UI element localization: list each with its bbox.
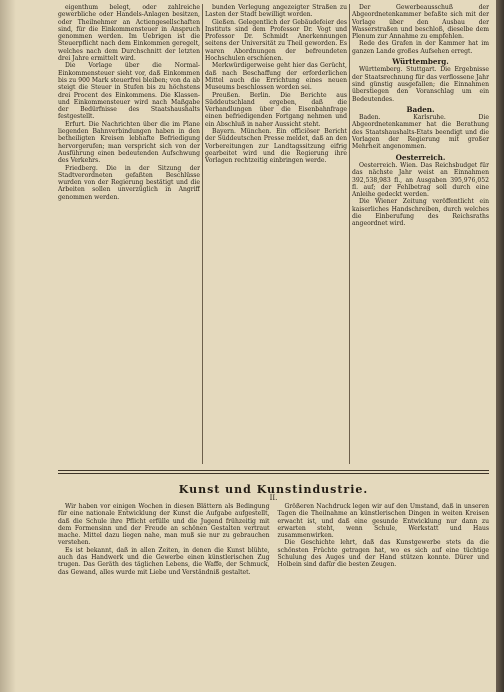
article-part-number: II. [269,494,278,502]
paragraph: Die Wiener Zeitung veröffentlicht ein kaiserliches Handschreiben, durch welches die Einberufung des Reichsraths angeordnet wird. [352,198,489,228]
paragraph: Oesterreich. Wien. Das Reichsbudget für das nächste Jahr weist an Einnahmen 392,538,983 fl., an Ausgaben 395,976,052 fl. auf; der Fehlbetrag soll durch eine Anleihe gedeckt werden. [352,161,489,199]
column-left [58,4,200,466]
section-rule [58,470,489,471]
paragraph: eigenthum belegt, oder zahlreiche gewerbliche oder Handels-Anlagen besitzen, oder Theilnehmer an Actiengesellschaften sind, für die Einkommensteuer in Anspruch genommen werden. Im Uebrigen ist die Steuerpflicht nach dem Einkommen geregelt, welches nach dem Durchschnitt der letzten drei Jahre ermittelt wird. [58,4,200,63]
paragraph: Es ist bekannt, daß in allen Zeiten, in denen die Kunst blühte, auch das Handwerk und die Gewerbe einen künstlerischen Zug trugen. Das Geräth des täglichen Lebens, die Waffe, der Schmuck, das Gewand, alles wurde mit Liebe und Verständniß gestaltet. [58,546,270,576]
section-rule [58,473,489,474]
section-heading: Baden. [406,104,435,114]
paragraph: Größeren Nachdruck legen wir auf den Umstand, daß in unseren Tagen die Theilnahme an künstlerischen Dingen in weiten Kreisen erwacht ist, und daß eine gesunde Entwicklung nur dann zu erwarten steht, wenn Schule, Werkstatt und Haus zusammenwirken. [277,503,489,540]
article-header [58,478,489,494]
paragraph: Wir haben vor einigen Wochen in diesen Blättern als Bedingung für eine nationale Entwicklung der Kunst die Aufgabe aufgestellt, daß die Schule ihre Pflicht erfülle und die Jugend frühzeitig mit dem Formensinn und der Freude an schönen Gestalten vertraut mache. Mittel dazu liegen nahe, man muß sie nur zu gebrauchen verstehen. [58,503,270,547]
binding-shadow [0,0,16,692]
paragraph: Der Gewerbeausschuß der Abgeordnetenkammer befaßte sich mit der Vorlage über den Ausbau der Wasserstraßen und beschloß, dieselbe dem Plenum zur Annahme zu empfehlen. [352,4,489,41]
paragraph: Rede des Grafen in der Kammer hat im ganzen Lande großes Aufsehen erregt. [352,40,489,55]
column-divider [349,4,350,464]
column-middle [205,4,347,466]
article-title: Kunst und Kunstindustrie. [178,483,369,496]
column-divider [202,4,203,464]
paragraph: Preußen. Berlin. Die Berichte aus Süddeutschland ergeben, daß die Verhandlungen über die Eisenbahnfrage einen befriedigenden Fortgang nehmen und ein Abschluß in naher Aussicht steht. [205,91,347,128]
paragraph: Die Vorlage über die Normal-Einkommensteuer sieht vor, daß Einkommen bis zu 900 Mark steuerfrei bleiben; von da ab steigt die Steuer in Stufen bis zu höchstens drei Procent des Einkommens. Die Klassen- und Einkommensteuer wird nach Maßgabe der Bedürfnisse des Staatshaushalts festgestellt. [58,62,200,121]
paragraph: Württemberg. Stuttgart. Die Ergebnisse der Staatsrechnung für das verflossene Jahr sind günstig ausgefallen; die Einnahmen überstiegen den Voranschlag um ein Bedeutendes. [352,66,489,103]
paragraph: bunden Verlegung angezeigter Straßen zu Lasten der Stadt bewilligt worden. [205,4,347,19]
paragraph: Die Geschichte lehrt, daß das Kunstgewerbe stets da die schönsten Früchte getragen hat, wo es sich auf eine tüchtige Schulung des Auges und der Hand stützen konnte. Dürer und Holbein sind dafür die besten Zeugen. [277,539,489,569]
section-heading: Württemberg. [392,57,449,67]
paragraph: Bayern. München. Ein officiöser Bericht der Süddeutschen Presse meldet, daß an den Vorbereitungen zur Landtagssitzung eifrig gearbeitet wird und die Regierung ihre Vorlagen rechtzeitig einbringen werde. [205,128,347,165]
section-heading: Oesterreich. [395,152,446,162]
article-body [58,503,489,689]
paragraph: Baden. Karlsruhe. Die Abgeordnetenkammer hat die Berathung des Staatshaushalts-Etats beendigt und die Vorlagen der Regierung mit großer Mehrheit angenommen. [352,114,489,151]
page-edge [496,0,504,692]
paragraph: Merkwürdigerweise geht hier das Gerücht, daß nach Beschaffung der erforderlichen Mittel auch die Errichtung eines neuen Museums beschlossen worden sei. [205,62,347,92]
column-right [352,4,489,464]
paragraph: Erfurt. Die Nachrichten über die im Plane liegenden Bahnverbindungen haben in den betheiligten Kreisen lebhafte Befriedigung hervorgerufen; man verspricht sich von der Ausführung einen bedeutenden Aufschwung des Verkehrs. [58,120,200,165]
paragraph: Gießen. Gelegentlich der Gebäudefeier des Instituts sind dem Professor Dr. Vogt und Professor Dr. Schmidt Anerkennungen seitens der Universität zu Theil geworden. Es waren Abordnungen der befreundeten Hochschulen erschienen. [205,18,347,63]
paragraph: Friedberg. Die in der Sitzung der Stadtverordneten gefaßten Beschlüsse wurden von der Regierung bestätigt und die Arbeiten sollen unverzüglich in Angriff genommen werden. [58,164,200,201]
